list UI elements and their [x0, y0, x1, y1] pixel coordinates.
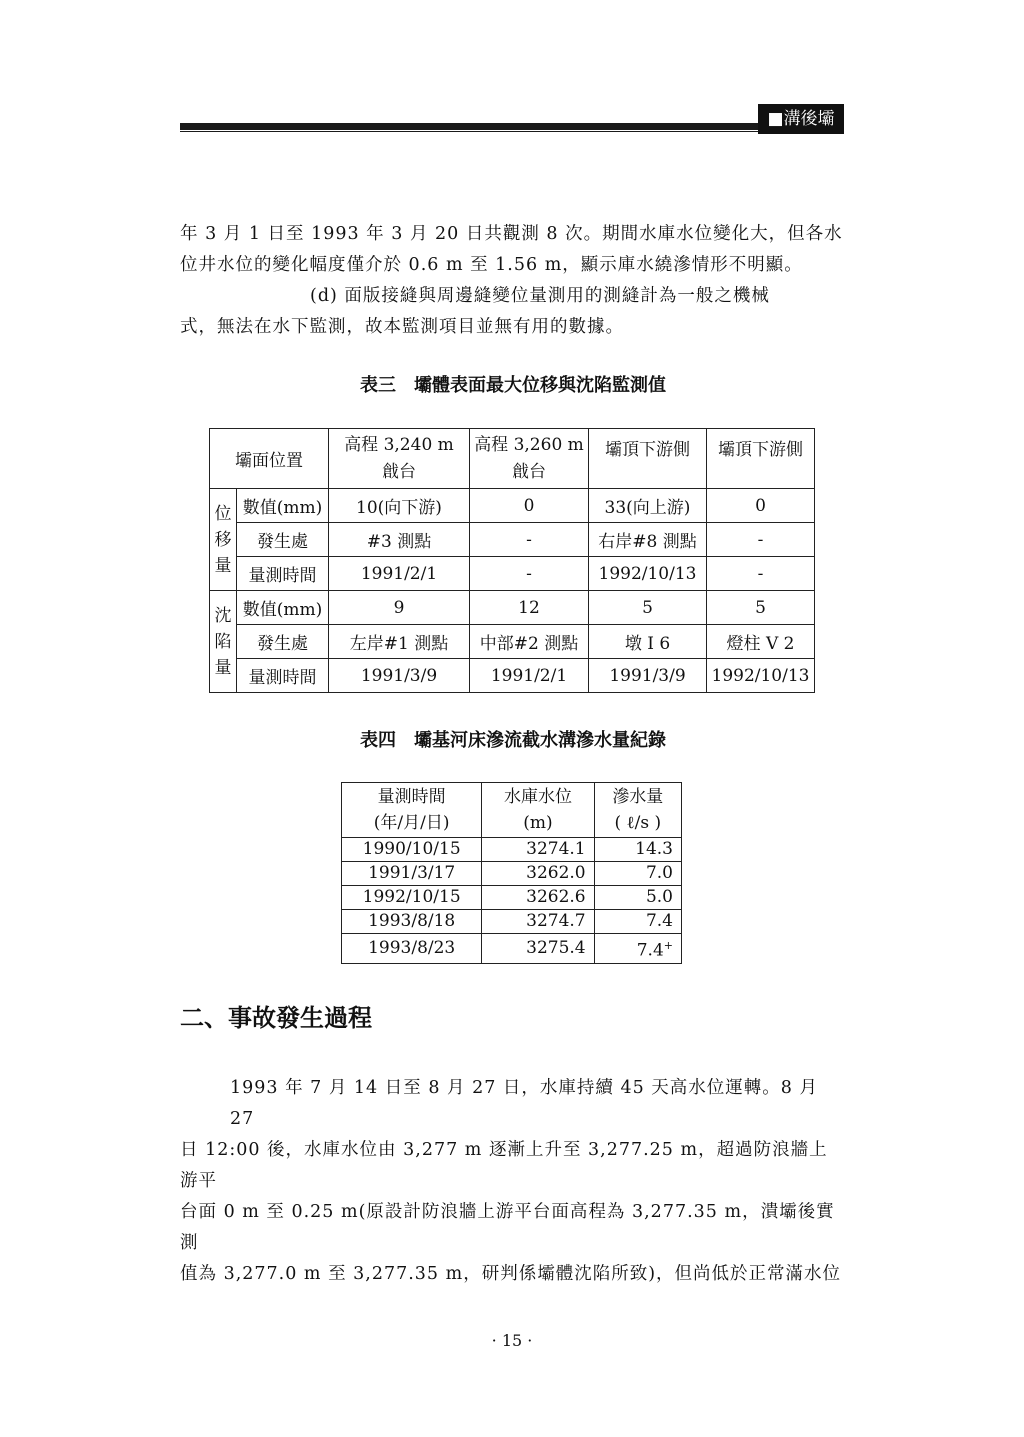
t4-header-seepage: [594, 783, 681, 838]
t4-cell-level: 3262.6: [482, 886, 594, 910]
t4-cell-date: 1990/10/15: [342, 838, 482, 862]
section2-line-2: 日 12:00 後，水庫水位由 3,277 m 逐漸上升至 3,277.25 m，超過防浪牆上游平: [180, 1140, 828, 1191]
t4-header-level: [482, 783, 594, 838]
t3-group2-label-char: 量: [214, 657, 232, 678]
section2-line-1: 1993 年 7 月 14 日至 8 月 27 日，水庫持續 45 天高水位運轉。8 月 27: [230, 1078, 818, 1129]
table3: [209, 428, 815, 693]
t3-cell: 5: [707, 591, 815, 625]
t3-row-label: 發生處: [237, 625, 329, 659]
t3-cell: 1992/10/13: [707, 659, 815, 693]
t3-group2-label-char: 沈: [214, 605, 232, 626]
header-rule: [180, 123, 758, 130]
t4-header-time-a: 量測時間: [377, 787, 446, 807]
t4-cell-seepage: 7.4: [594, 910, 681, 934]
t4-cell-level: 3275.4: [482, 934, 594, 964]
t4-cell-date: 1992/10/15: [342, 886, 482, 910]
t3-cell: 1991/3/9: [589, 659, 707, 693]
intro-paragraph: [180, 219, 846, 343]
table3-caption: 表三 壩體表面最大位移與沈陷監測值: [360, 375, 666, 396]
intro-line-4: 式，無法在水下監測，故本監測項目並無有用的數據。: [180, 317, 624, 337]
section2-line-3: 台面 0 m 至 0.25 m(原設計防浪牆上游平台面高程為 3,277.35 m，潰壩後實測: [180, 1202, 835, 1253]
t3-cell: 1992/10/13: [589, 557, 707, 591]
t3-group1-label-char: 量: [214, 555, 232, 576]
section2-line-4: 值為 3,277.0 m 至 3,277.35 m，研判係壩體沈陷所致)，但尚低於正常滿水位: [180, 1264, 842, 1284]
t3-cell: 墩 I 6: [589, 625, 707, 659]
intro-line-1: 年 3 月 1 日至 1993 年 3 月 20 日共觀測 8 次。期間水庫水位變化大，但各水: [180, 224, 843, 244]
t3-cell: 左岸#1 測點: [329, 625, 470, 659]
t3-row-label: 數值(mm): [237, 489, 329, 523]
t3-row-label: 數值(mm): [237, 591, 329, 625]
t4-cell-level: 3274.7: [482, 910, 594, 934]
t3-cell: 5: [589, 591, 707, 625]
t3-header-col2-b: 戧台: [512, 461, 546, 482]
t3-cell: 0: [707, 489, 815, 523]
t3-row-label: 發生處: [237, 523, 329, 557]
t3-cell: 12: [470, 591, 589, 625]
t3-group1-label-char: 位: [214, 503, 232, 524]
header-tab: ■溝後壩: [758, 104, 844, 134]
t3-group1-label: [210, 489, 237, 591]
t4-header-seepage-b: ( ℓ/s ): [614, 813, 662, 833]
t3-header-col1: [329, 429, 470, 489]
t3-row-label: 量測時間: [237, 659, 329, 693]
t3-header-position-text: 壩面位置: [235, 451, 303, 471]
t4-cell-seepage: 5.0: [594, 886, 681, 910]
table4-caption: 表四 壩基河床滲流截水溝滲水量紀錄: [360, 730, 666, 751]
t3-cell: 9: [329, 591, 470, 625]
t3-group2-label-char: 陷: [214, 631, 232, 652]
t4-cell-seepage-value: 7.4: [636, 940, 664, 961]
t4-cell-date: 1991/3/17: [342, 862, 482, 886]
t3-group1-label-char: 移: [214, 529, 232, 550]
t3-cell: 1991/2/1: [329, 557, 470, 591]
t3-cell: #3 測點: [329, 523, 470, 557]
t3-cell: -: [707, 523, 815, 557]
t3-row-label: 量測時間: [237, 557, 329, 591]
t4-cell-date: 1993/8/23: [342, 934, 482, 964]
t4-header-level-a: 水庫水位: [503, 787, 572, 807]
t3-cell: 33(向上游): [589, 489, 707, 523]
section2-paragraph: [180, 1073, 846, 1290]
t3-cell: 1991/2/1: [470, 659, 589, 693]
t3-cell: 中部#2 測點: [470, 625, 589, 659]
t3-cell: -: [470, 523, 589, 557]
t3-header-position: [210, 429, 329, 489]
t3-header-col3: 壩頂下游側: [589, 429, 707, 489]
t4-cell-level: 3262.0: [482, 862, 594, 886]
t3-group2-label: [210, 591, 237, 693]
t4-header-time: [342, 783, 482, 838]
t4-header-level-b: (m): [523, 813, 553, 833]
intro-line-2: 位井水位的變化幅度僅介於 0.6 m 至 1.56 m，顯示庫水繞滲情形不明顯。: [180, 255, 803, 275]
t3-header-col2-a: 高程 3,260 m: [474, 434, 584, 455]
t3-cell: 右岸#8 測點: [589, 523, 707, 557]
t4-cell-seepage: 7.0: [594, 862, 681, 886]
t3-cell: -: [707, 557, 815, 591]
t3-cell: 0: [470, 489, 589, 523]
t3-header-col1-b: 戧台: [382, 461, 416, 482]
header-rule-thin: [180, 131, 758, 132]
t3-header-col2: [470, 429, 589, 489]
t4-cell-seepage: 14.3: [594, 838, 681, 862]
t3-header-col4: 壩頂下游側: [707, 429, 815, 489]
t4-header-seepage-a: 滲水量: [612, 787, 664, 807]
t3-cell: 1991/3/9: [329, 659, 470, 693]
t3-cell: 10(向下游): [329, 489, 470, 523]
page-number: · 15 ·: [491, 1331, 533, 1350]
t4-cell-seepage: [594, 934, 681, 964]
t3-header-col1-a: 高程 3,240 m: [344, 434, 454, 455]
t3-cell: -: [470, 557, 589, 591]
t4-header-time-b: (年/月/日): [373, 813, 450, 833]
t4-superscript: +: [663, 939, 673, 952]
t3-cell: 燈柱 V 2: [707, 625, 815, 659]
section-heading: 二、事故發生過程: [180, 1004, 372, 1032]
t4-cell-level: 3274.1: [482, 838, 594, 862]
intro-line-3: (d) 面版接縫與周邊縫變位量測用的測縫計為一般之機械: [310, 286, 770, 306]
table4: [341, 782, 682, 964]
t4-cell-date: 1993/8/18: [342, 910, 482, 934]
